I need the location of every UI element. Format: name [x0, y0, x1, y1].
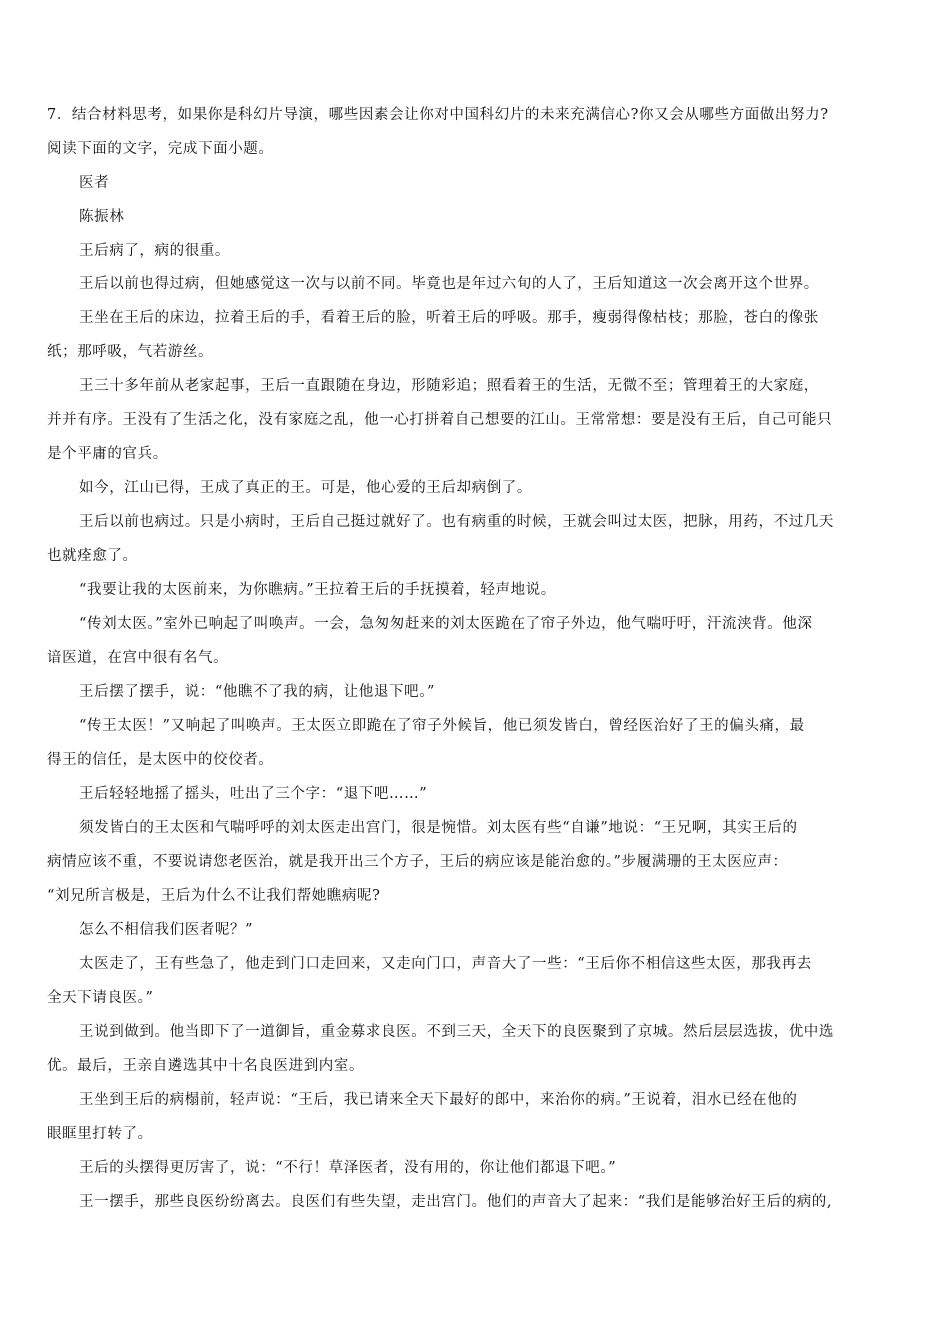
- story-line: “传王太医！”又响起了叫唤声。王太医立即跪在了帘子外候旨，他已须发皆白，曾经医治好了王的偏头痛，最: [79, 718, 805, 734]
- story-line: 纸；那呼吸，气若游丝。: [47, 344, 214, 360]
- story-line: 王坐在王后的床边，拉着王后的手，看着王后的脸，听着王后的呼吸。那手，瘦弱得像枯枝；那脸，苍白的像张: [79, 310, 819, 326]
- story-line: 王坐到王后的病榻前，轻声说：“王后，我已请来全天下最好的郎中，来治你的病。”王说着，泪水已经在他的: [79, 1092, 798, 1108]
- story-line: “传刘太医。”室外已响起了叫唤声。一会，急匆匆赶来的刘太医跪在了帘子外边，他气喘吁吁，汗流浃背。他深: [79, 616, 813, 632]
- story-line: 全天下请良医。”: [47, 990, 154, 1006]
- story-title: 医者: [79, 175, 110, 191]
- story-line: 王一摆手，那些良医纷纷离去。良医们有些失望，走出宫门。他们的声音大了起来：“我们是能够治好王后的病的,: [79, 1194, 833, 1210]
- story-author: 陈振林: [79, 209, 125, 225]
- story-line: 如今，江山已得，王成了真正的王。可是，他心爱的王后却病倒了。: [79, 480, 532, 496]
- story-line: 病情应该不重，不要说请您老医治，就是我开出三个方子，王后的病应该是能治愈的。”步履满珊的王太医应声：: [47, 854, 788, 870]
- story-line: 优。最后，王亲自遴选其中十名良医进到内室。: [47, 1058, 365, 1074]
- story-line: 须发皆白的王太医和气喘呼呼的刘太医走出宫门，很是惋惜。刘太医有些“自谦”地说：“王兄啊，其实王后的: [79, 820, 798, 836]
- story-line: 是个平庸的官兵。: [47, 446, 168, 462]
- story-line: 王后摆了摆手，说：“他瞧不了我的病，让他退下吧。”: [79, 684, 436, 700]
- reading-instruction: 阅读下面的文字，完成下面小题。: [47, 141, 274, 157]
- story-line: 王说到做到。他当即下了一道御旨，重金募求良医。不到三天，全天下的良医聚到了京城。然后层层选拔，优中选: [79, 1024, 834, 1040]
- story-line: 也就痊愈了。: [47, 548, 138, 564]
- story-line: 怎么不相信我们医者呢？”: [79, 922, 254, 938]
- story-line: 王三十多年前从老家起事，王后一直跟随在身边，形随彩追；照看着王的生活，无微不至；管理着王的大家庭，: [79, 378, 819, 394]
- story-line: 王后的头摆得更厉害了，说：“不行！草泽医者，没有用的，你让他们都退下吧。”: [79, 1160, 617, 1176]
- story-line: 太医走了，王有些急了，他走到门口走回来，又走向门口，声音大了一些：“王后你不相信这些太医，那我再去: [79, 956, 812, 972]
- story-line: 王后病了，病的很重。: [79, 243, 230, 259]
- story-line: “我要让我的太医前来，为你瞧病。”王拉着王后的手抚摸着，轻声地说。: [79, 582, 556, 598]
- story-line: 王后以前也得过病，但她感觉这一次与以前不同。毕竟也是年过六旬的人了，王后知道这一次会离开这个世界。: [79, 276, 819, 292]
- story-line: 眼眶里打转了。: [47, 1126, 153, 1142]
- story-line: 王后以前也病过。只是小病时，王后自己挺过就好了。也有病重的时候，王就会叫过太医，把脉，用药，不过几天: [79, 514, 834, 530]
- story-line: 并并有序。王没有了生活之化，没有家庭之乱，他一心打拼着自己想要的江山。王常常想：要是没有王后，自己可能只: [47, 412, 833, 428]
- story-line: 王后轻轻地摇了摇头，吐出了三个字：“退下吧……”: [79, 786, 428, 802]
- story-line: “刘兄所言极是，王后为什么不让我们帮她瞧病呢?: [47, 888, 381, 904]
- story-line: 得王的信任，是太医中的佼佼者。: [47, 752, 274, 768]
- story-line: 谙医道，在宫中很有名气。: [47, 650, 229, 666]
- question-7: 7．结合材料思考，如果你是科幻片导演，哪些因素会让你对中国科幻片的未来充满信心?你又会从哪些方面做出努力?: [47, 107, 829, 123]
